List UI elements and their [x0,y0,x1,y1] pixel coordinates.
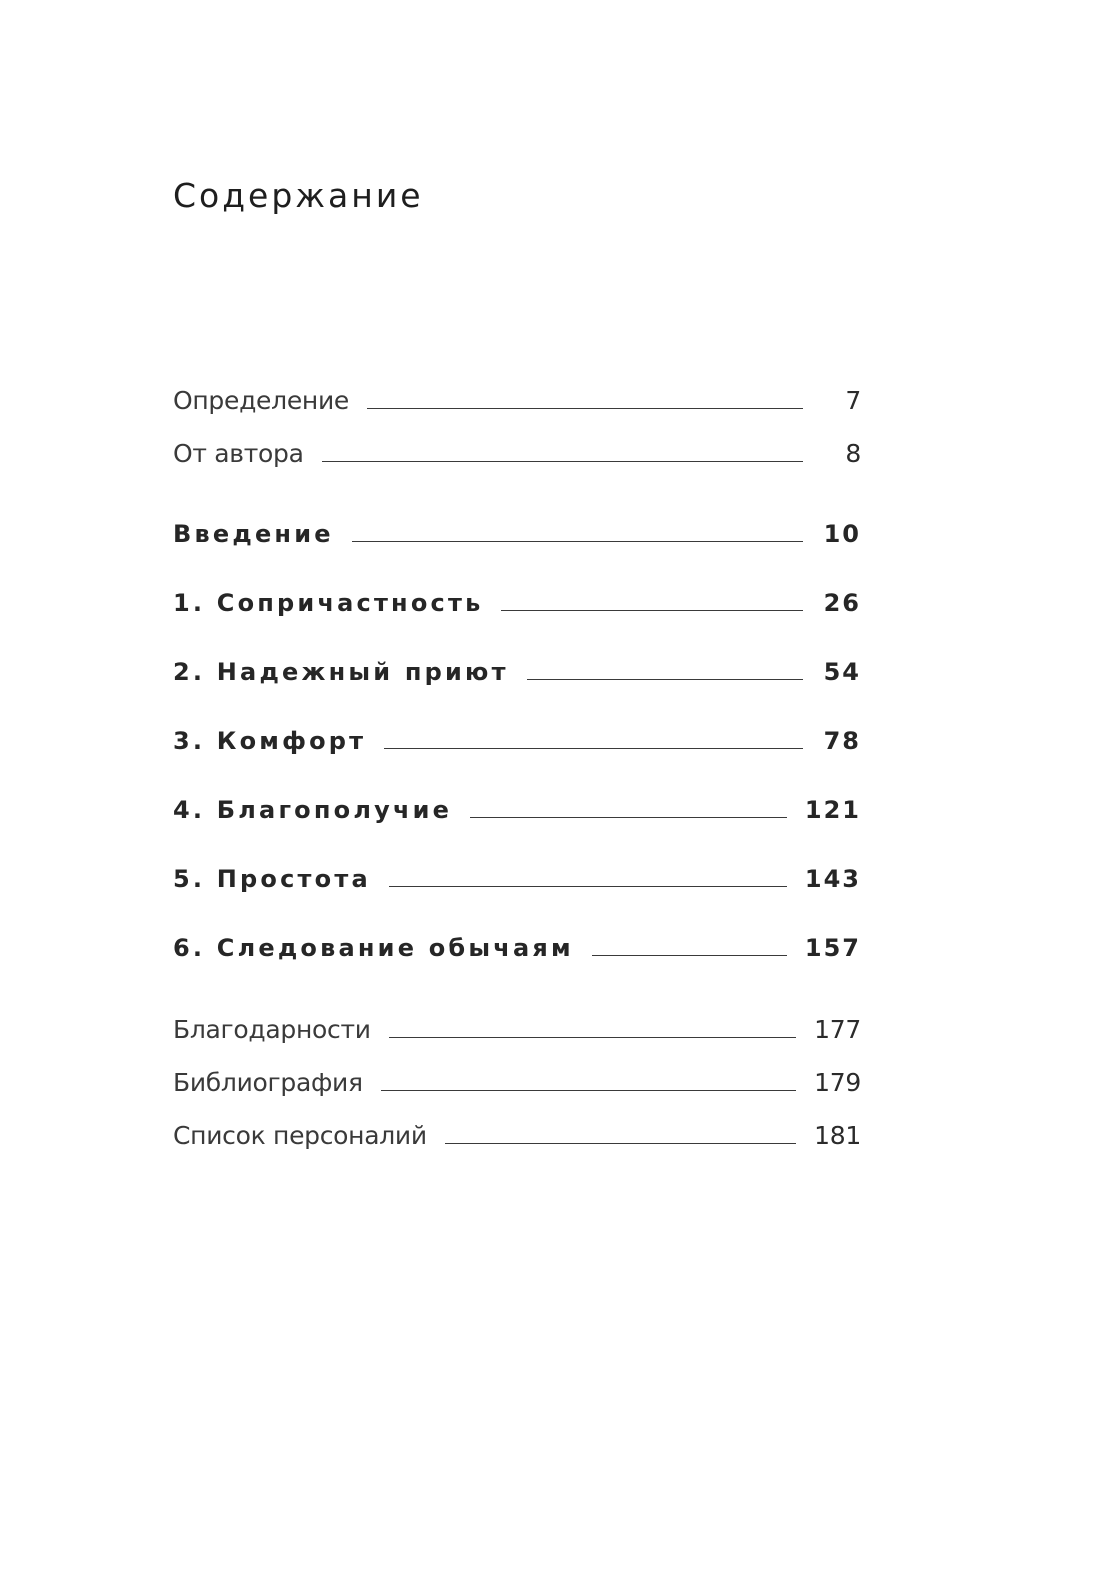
toc-entry-label: Определение [173,386,349,415]
toc-entry-from-author[interactable] [173,439,861,468]
toc-entry-label: 6. Следование обычаям [173,934,574,962]
toc-page-number: 157 [804,934,861,962]
toc-entry-chapter-4[interactable] [173,796,861,824]
toc-page-number: 10 [823,520,861,548]
toc-leader-line [367,408,803,409]
toc-leader-line [527,679,803,680]
toc-entry-label: Список персоналий [173,1121,427,1150]
toc-entry-label: 5. Простота [173,865,371,893]
toc-page-number: 54 [823,658,861,686]
toc-leader-line [501,610,803,611]
toc-entry-chapter-2[interactable] [173,658,861,686]
toc-entry-label: 1. Сопричастность [173,589,484,617]
toc-entry-chapter-5[interactable] [173,865,861,893]
page-title: Содержание [173,176,424,215]
toc-entry-label: Благодарности [173,1015,371,1044]
toc-leader-line [352,541,803,542]
toc-page-number: 143 [804,865,861,893]
toc-leader-line [470,817,787,818]
toc-entry-label: От автора [173,439,304,468]
toc-leader-line [381,1090,796,1091]
toc-entry-label: Библиография [173,1068,363,1097]
toc-entry-acknowledgements[interactable] [173,1015,861,1044]
toc-entry-index-of-names[interactable] [173,1121,861,1150]
toc-entry-chapter-6[interactable] [173,934,861,962]
toc-leader-line [592,955,787,956]
toc-entry-chapter-3[interactable] [173,727,861,755]
toc-page-number: 179 [814,1068,861,1097]
toc-entry-chapter-1[interactable] [173,589,861,617]
toc-page-number: 181 [814,1121,861,1150]
toc-page-number: 8 [845,439,861,468]
toc-entry-bibliography[interactable] [173,1068,861,1097]
toc-leader-line [445,1143,796,1144]
toc-entry-definition[interactable] [173,386,861,415]
toc-entry-label: 3. Комфорт [173,727,367,755]
toc-entry-label: Введение [173,520,334,548]
toc-leader-line [322,461,803,462]
toc-page-number: 78 [823,727,861,755]
toc-entry-label: 4. Благополучие [173,796,453,824]
toc-page-number: 26 [823,589,861,617]
toc-leader-line [389,886,787,887]
toc-page-number: 7 [845,386,861,415]
toc-leader-line [384,748,803,749]
toc-entry-label: 2. Надежный приют [173,658,509,686]
toc-page-number: 121 [804,796,861,824]
toc-entry-introduction[interactable] [173,520,861,548]
toc-leader-line [389,1037,797,1038]
toc-page-number: 177 [814,1015,861,1044]
